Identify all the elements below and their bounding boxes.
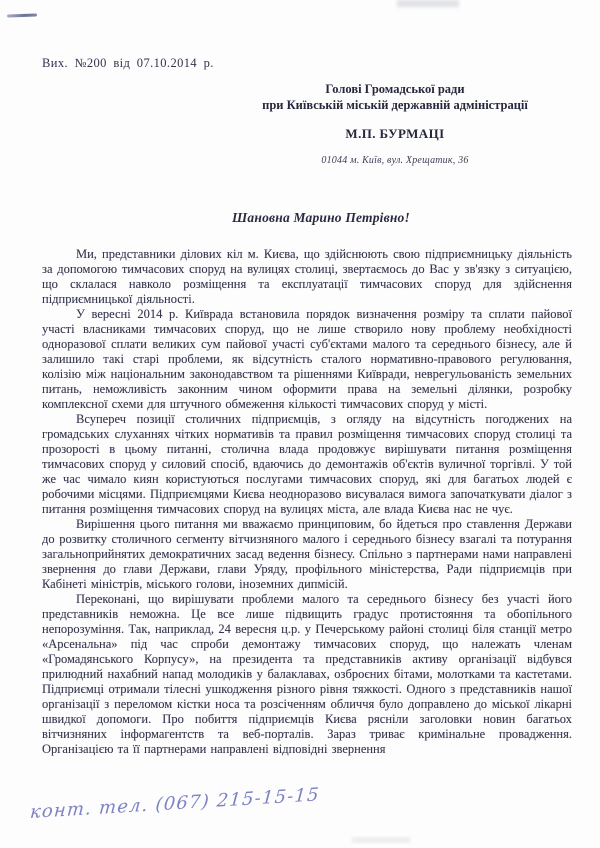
addressee-postal-address: 01044 м. Київ, вул. Хрещатик, 36 (321, 154, 469, 166)
addressee-block (230, 82, 560, 168)
body-paragraph-1: Ми, представники ділових кіл м. Києва, що здійснюють свою підприємницьку діяльність за допомогою тимчасових споруд на вулицях столиці, звертаємось до Вас у зв'язку з ситуацією, що склалася навколо розміщення та експлуатації тимчасових споруд для здійснення підприємницької діяльності. (42, 247, 572, 306)
body-paragraph-4: Вирішення цього питання ми вважаємо принциповим, бо йдеться про ставлення Держави до розвитку столичного сегменту вітчизняного малого і середнього бізнесу взагалі та потурання загальноприйнятих демократичних засад ведення бізнесу. Спільно з партнерами нами направлені звернення до глави Держави, глави Уряду, профільного міністерства, Ради підприємців при Кабінеті міністрів, міського голови, іноземних дипмісій. (42, 517, 572, 591)
scan-artifact-smudge-bottom (352, 837, 410, 843)
outgoing-ref-line: Вих. №200 від 07.10.2014 р. (42, 56, 214, 70)
scan-artifact-smudge-top (397, 0, 459, 7)
body-paragraph-3: Всупереч позиції столичних підприємців, з огляду на відсутність погоджених на громадських слуханнях чітких нормативів та правил розміщення тимчасових споруд столиці та прозорості в цьому питанні, столична влада продовжує вирішувати питання розміщення тимчасових споруд у силовий спосіб, вдаючись до демонтажів об'єктів вуличної торгівлі. У той же час чимало киян користуються послугами тимчасових споруд, які для багатьох людей є робочими місцями. Підприємцями Києва неодноразово висувалася вимога започаткувати діалог з питання розміщення тимчасових споруд на вулицях міста, але влада Києва нас не чує. (42, 412, 572, 516)
salutation: Шановна Марино Петрівно! (232, 210, 410, 225)
scan-artifact-dash (7, 13, 37, 17)
addressee-title-line1: Голові Громадської ради (325, 82, 465, 96)
body-paragraph-2: У вересні 2014 р. Київрада встановила порядок визначення розміру та сплати пайової участі власниками тимчасових споруд, що не лише створило нову проблему необхідності одноразової сплати великих сум пайової участі суб'єктами малого та середнього бізнесу, але й залишило такі старі проблеми, як відсутність сталого нормативно-правового регулювання, колізію між національним законодавством та рішеннями Київради, неврегульованість земельних питань, неможливість законним чином оформити права на земельні ділянки, розробку комплексної схеми для штучного обмеження кількості тимчасових споруд у місті. (42, 307, 572, 411)
handwritten-phone-note: конт. тел. (067) 215-15-15 (29, 784, 321, 824)
addressee-title-line2: при Київській міській державній адміністрації (262, 97, 528, 112)
letter-body (42, 247, 572, 757)
addressee-name: М.П. БУРМАЦІ (345, 126, 445, 141)
body-paragraph-5: Переконані, що вирішувати проблеми малого та середнього бізнесу без участі його представників неможна. Це все лише підвищить градус протистояння та обопільного непорозуміння. Так, наприклад, 24 вересня ц.р. у Печерському районі столиці біля станції метро «Арсенальна» під час спроби демонтажу тимчасових споруд, що належать членам «Громадянського Корпусу», на президента та представників активу організації відбувся прилюдний нахабний напад молодиків у балаклавах, озброєних бітами, молотками та кастетами. Підприємці отримали тілесні ушкодження різного рівня тяжкості. Одного з представників нашої організації з переломом кістки носа та розсіченням обличчя було доправлено до міської лікарні швидкої допомоги. Про побиття підприємців Києва рясніли заголовки новин багатьох вітчизняних інформагентств та веб-порталів. Зараз триває кримінальне провадження. Організацією та її партнерами направлені відповідні звернення (42, 592, 572, 756)
